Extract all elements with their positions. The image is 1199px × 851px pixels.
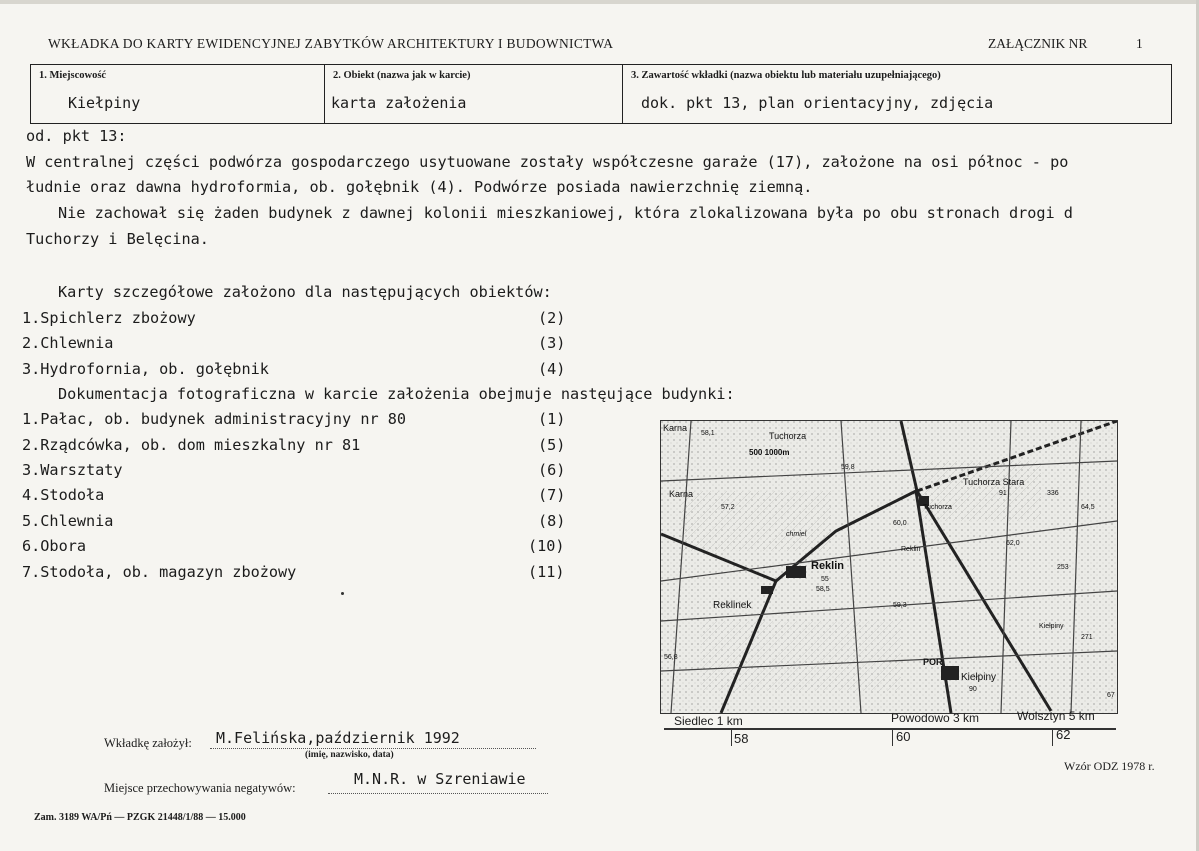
- map-label: Karna: [663, 423, 688, 433]
- storage-value: M.N.R. w Szreniawie: [354, 770, 526, 788]
- photo-item-number: (8): [538, 512, 566, 530]
- map-drawing: [661, 421, 1117, 713]
- photo-item: 7.Stodoła, ob. magazyn zbożowy: [22, 563, 297, 581]
- template-note: Wzór ODZ 1978 r.: [1064, 759, 1155, 773]
- author-dotted-line: [210, 748, 536, 749]
- body-line: od. pkt 13:: [26, 127, 127, 145]
- axis-direction: Siedlec 1 km: [674, 714, 743, 728]
- storage-label: Miejsce przechowywania negatywów:: [104, 781, 296, 795]
- map-label: chmiel: [786, 531, 807, 538]
- author-hint: (imię, nazwisko, data): [305, 750, 394, 760]
- axis-number: 60: [896, 729, 911, 744]
- field-object-label: 2. Obiekt (nazwa jak w karcie): [333, 70, 471, 81]
- detail-item-number: (2): [538, 309, 566, 327]
- orientation-map: [660, 420, 1118, 714]
- photo-item: 6.Obora: [22, 537, 87, 555]
- axis-number: 62: [1056, 727, 1071, 742]
- map-field-area: [681, 491, 831, 551]
- detail-item-number: (3): [538, 334, 566, 352]
- photo-item: 5.Chlewnia: [22, 512, 114, 530]
- photo-item-number: (1): [538, 410, 566, 428]
- map-elevation: 59,3: [893, 602, 907, 609]
- photo-item-number: (10): [528, 537, 565, 555]
- map-label: Kiełpiny: [1039, 623, 1064, 630]
- detail-item: 1.Spichlerz zbożowy: [22, 309, 196, 327]
- photo-doc-heading: Dokumentacja fotograficzna w karcie założenia obejmuje nastęujące budynki:: [58, 385, 735, 403]
- map-elevation: 56,8: [664, 654, 678, 661]
- axis-direction: Wolsztyn 5 km: [1017, 709, 1095, 723]
- body-line: W centralnej części podwórza gospodarczego usytuowane zostały współczesne garaże (17), założone na osi północ - po: [26, 153, 1069, 171]
- map-label: Tuchorza: [769, 431, 807, 441]
- field-contents: [623, 65, 1171, 123]
- map-elevation: 64,5: [1081, 504, 1095, 511]
- field-object: [325, 65, 623, 123]
- photo-item: 1.Pałac, ob. budynek administracyjny nr 80: [22, 410, 407, 428]
- map-elevation: 91: [999, 490, 1007, 497]
- axis-tick: [892, 730, 893, 746]
- detail-item-number: (4): [538, 360, 566, 378]
- photo-item: 2.Rządcówka, ob. dom mieszkalny nr 81: [22, 436, 361, 454]
- annex-label: ZAŁĄCZNIK NR: [988, 36, 1088, 51]
- field-locality: [31, 65, 325, 123]
- axis-tick: [1052, 730, 1053, 746]
- field-locality-value: Kiełpiny: [68, 94, 141, 112]
- map-elevation: 55: [821, 576, 829, 583]
- map-label: POR: [923, 657, 943, 667]
- field-object-value: karta założenia: [331, 94, 467, 112]
- axis-tick: [731, 730, 732, 746]
- axis-direction: Powodowo 3 km: [891, 711, 980, 725]
- photo-item: 4.Stodoła: [22, 486, 105, 504]
- map-elevation: 59,8: [841, 464, 855, 471]
- map-elevation: 57,2: [721, 504, 735, 511]
- map-elevation: 62,0: [1006, 540, 1020, 547]
- document-title: WKŁADKA DO KARTY EWIDENCYJNEJ ZABYTKÓW ARCHITEKTURY I BUDOWNICTWA: [48, 36, 614, 51]
- author-value: M.Felińska,październik 1992: [216, 729, 460, 747]
- map-elevation: 271: [1081, 634, 1093, 641]
- map-elevation: 336: [1047, 490, 1059, 497]
- map-label: Karna: [669, 489, 694, 499]
- body-line: Nie zachował się żaden budynek z dawnej kolonii mieszkaniowej, która zlokalizowana była po obu stronach drogi d: [58, 204, 1073, 222]
- map-elevation: 253: [1057, 564, 1069, 571]
- body-line: Tuchorzy i Belęcina.: [26, 230, 209, 248]
- detail-item: 2.Chlewnia: [22, 334, 114, 352]
- photo-item-number: (6): [538, 461, 566, 479]
- field-locality-label: 1. Miejscowość: [39, 70, 107, 81]
- photo-item-number: (7): [538, 486, 566, 504]
- storage-dotted-line: [328, 793, 548, 794]
- map-label: Reklin: [901, 546, 921, 553]
- photo-item: 3.Warsztaty: [22, 461, 123, 479]
- map-elevation: 58,5: [816, 586, 830, 593]
- map-label: Reklin: [811, 560, 845, 572]
- field-contents-value: dok. pkt 13, plan orientacyjny, zdjęcia: [641, 94, 994, 112]
- map-scale-label: 500 1000m: [749, 448, 790, 457]
- map-elevation: 67: [1107, 692, 1115, 699]
- photo-item-number: (11): [528, 563, 565, 581]
- field-contents-label: 3. Zawartość wkładki (nazwa obiektu lub materiału uzupełniającego): [631, 70, 941, 81]
- map-label: Tuchorza: [923, 504, 952, 511]
- map-label: Reklinek: [713, 600, 752, 611]
- ink-dot: [341, 592, 344, 595]
- map-elevation: 58,1: [701, 430, 715, 437]
- print-note: Zam. 3189 WA/Pń — PZGK 21448/1/88 — 15.000: [34, 812, 246, 823]
- map-elevation: 60,0: [893, 520, 907, 527]
- author-label: Wkładkę założył:: [104, 736, 192, 750]
- map-label: Tuchorza Stara: [963, 477, 1025, 487]
- fields-table: [30, 64, 1172, 124]
- map-elevation: 90: [969, 686, 977, 693]
- page-top-edge: [0, 0, 1199, 4]
- map-label: Kiełpiny: [961, 672, 997, 683]
- axis-number: 58: [734, 731, 749, 746]
- detail-cards-heading: Karty szczegółowe założono dla następujących obiektów:: [58, 283, 552, 301]
- annex-number: 1: [1136, 36, 1143, 51]
- body-line: łudnie oraz dawna hydroformia, ob. gołębnik (4). Podwórze posiada nawierzchnię ziemną.: [26, 178, 813, 196]
- detail-item: 3.Hydrofornia, ob. gołębnik: [22, 360, 269, 378]
- photo-item-number: (5): [538, 436, 566, 454]
- map-field-area: [701, 621, 901, 691]
